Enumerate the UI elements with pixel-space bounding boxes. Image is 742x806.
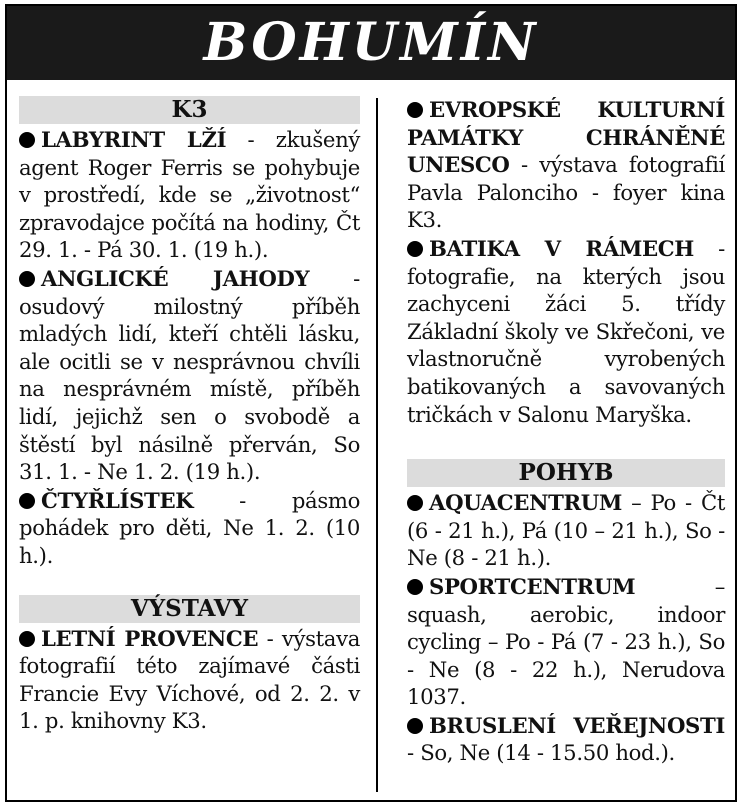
event-entry (19, 265, 360, 486)
masthead (7, 6, 735, 80)
event-entry (407, 96, 725, 234)
page-frame (5, 4, 737, 802)
event-description: - výstava fotografií této zajímavé části Francie Evy Víchové, od 2. 2. v 1. p. knihovny K3. (19, 625, 360, 734)
bullet-icon (19, 132, 35, 148)
event-entry (407, 712, 725, 767)
section-heading-pohyb: POHYB (407, 459, 725, 487)
masthead-title: BOHUMÍN (203, 12, 539, 73)
event-description: - zkušený agent Roger Ferris se pohybuje v prostředí, kde se „životnost“ zpravodajce počítá na hodiny, Čt 29. 1. - Pá 30. 1. (19 h.). (19, 127, 360, 263)
section-gap (407, 429, 725, 459)
left-column (19, 96, 360, 736)
event-title: BRUSLENÍ VEŘEJNOSTI (429, 712, 725, 738)
event-description: - fotografie, na kterých jsou zachyceni žáci 5. třídy Základní školy ve Skřečoni, ve vlastnoručně vyrobených batikovaných a savovaných tričkách v Salonu Maryška. (407, 235, 725, 427)
event-entry (19, 126, 360, 264)
bullet-icon (407, 241, 423, 257)
event-entry (407, 489, 725, 572)
event-title: BATIKA V RÁMECH (429, 235, 694, 261)
section-heading-k3: K3 (19, 96, 360, 124)
bullet-icon (19, 631, 35, 647)
bullet-icon (19, 493, 35, 509)
event-title: EVROPSKÉ KULTURNÍ PAMÁTKY CHRÁNĚNÉ UNESCO (407, 97, 725, 178)
bullet-icon (407, 579, 423, 595)
event-entry (19, 487, 360, 570)
section-gap (19, 571, 360, 595)
bullet-icon (407, 495, 423, 511)
bullet-icon (19, 271, 35, 287)
bullet-icon (407, 718, 423, 734)
event-description: - výstava fotografií Pavla Palonciho - foyer kina K3. (407, 152, 725, 233)
event-title: SPORTCENTRUM (429, 573, 636, 599)
event-title: LETNÍ PROVENCE (41, 625, 259, 651)
section-heading-vystavy: VÝSTAVY (19, 595, 360, 623)
event-description: – squash, aerobic, indoor cycling – Po - Pá (7 - 23 h.), So - Ne (8 - 22 h.), Nerudova 1037. (407, 573, 725, 710)
event-entry (407, 235, 725, 428)
event-title: LABYRINT LŽÍ (41, 127, 227, 152)
event-description: - osudový milostný příběh mladých lidí, kteří chtěli lásku, ale ocitli se v nesprávnou chvíli na nesprávném místě, příběh lidí, jejichž sen o svobodě a štěstí byl násilně přerván, So 31. 1. - Ne 1. 2. (19 h.). (19, 265, 360, 485)
event-description: – Po - Čt (6 - 21 h.), Pá (10 – 21 h.), So - Ne (8 - 21 h.). (407, 490, 725, 571)
event-description: - pásmo pohádek pro děti, Ne 1. 2. (10 h.). (19, 487, 360, 568)
event-title: ČTYŘLÍSTEK (41, 487, 194, 513)
event-title: ANGLICKÉ JAHODY (41, 265, 310, 291)
bullet-icon (407, 102, 423, 118)
event-description: - So, Ne (14 - 15.50 hod.). (407, 740, 675, 766)
column-divider (376, 98, 378, 792)
right-column (407, 96, 725, 768)
event-entry (19, 625, 360, 735)
event-entry (407, 573, 725, 711)
event-title: AQUACENTRUM (429, 490, 622, 516)
